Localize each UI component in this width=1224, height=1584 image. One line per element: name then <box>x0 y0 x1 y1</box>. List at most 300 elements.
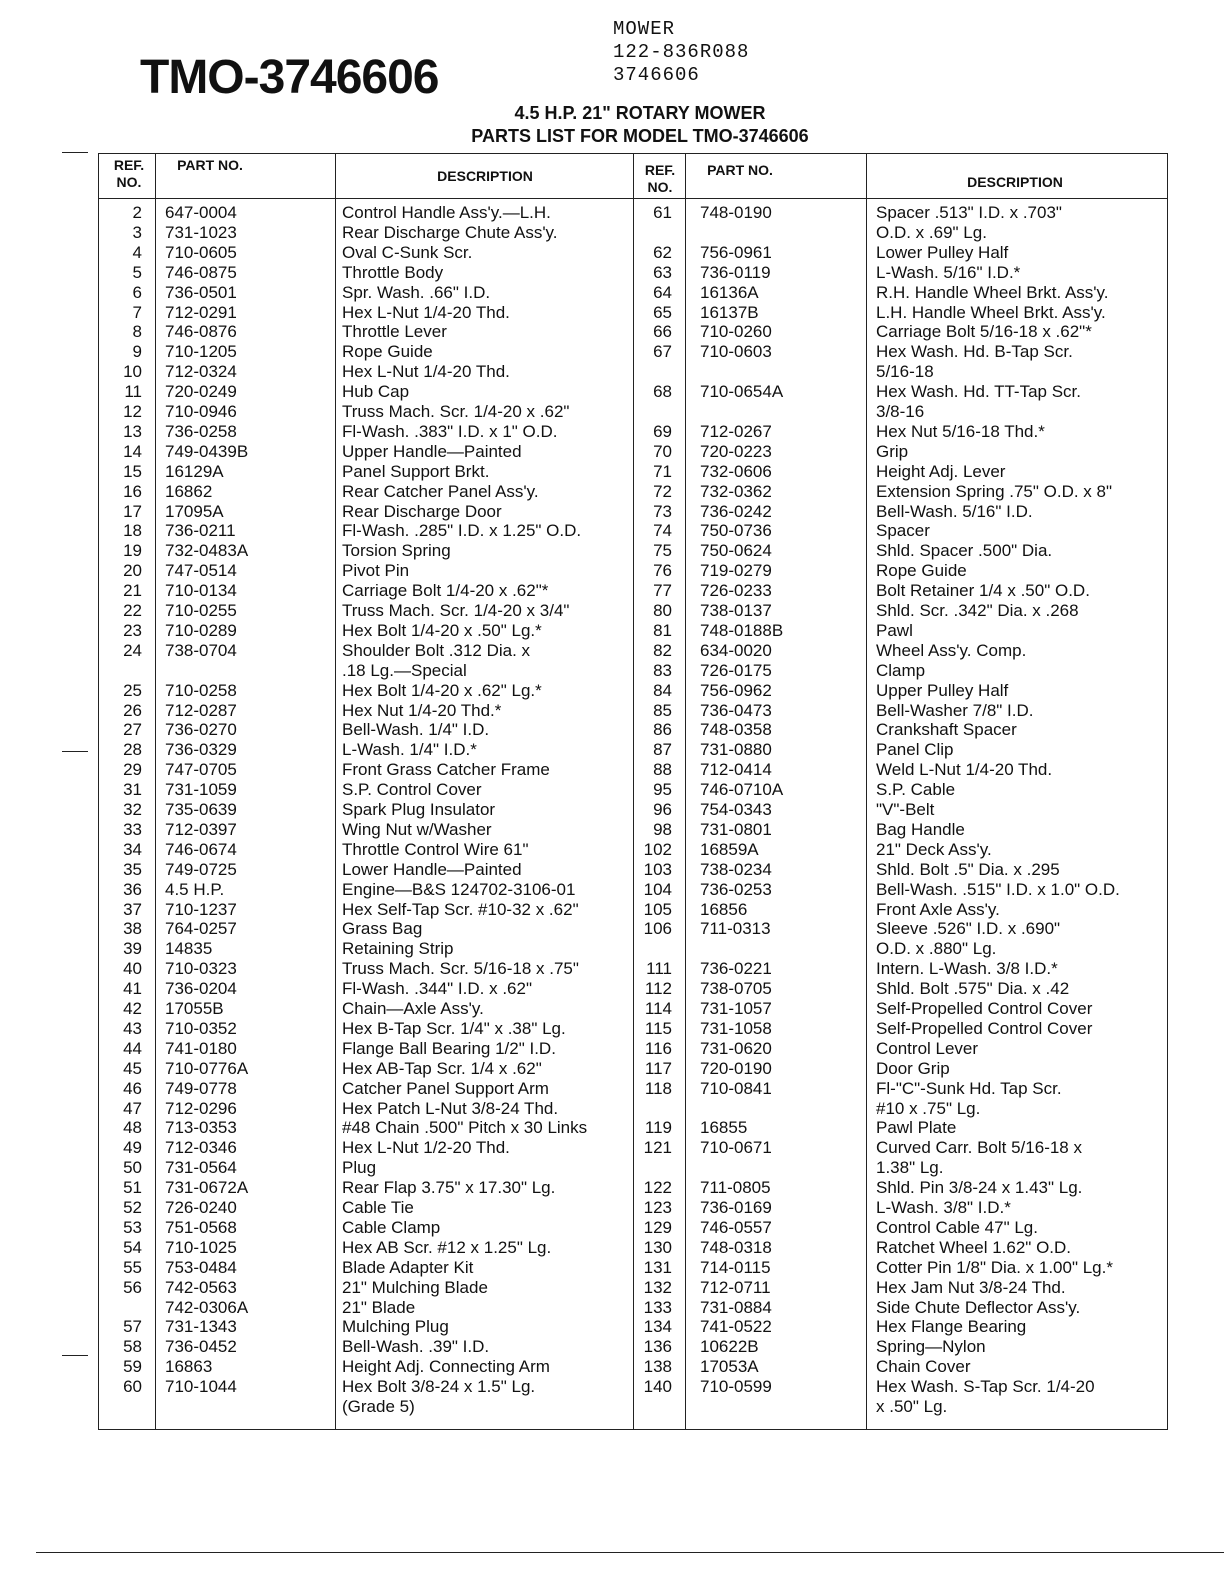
part-description: Front Axle Ass'y. <box>876 899 1000 919</box>
part-description: S.P. Cable <box>876 780 956 800</box>
part-description: Height Adj. Lever <box>876 461 1006 481</box>
ref-number: 62 <box>653 242 672 262</box>
part-description: Door Grip <box>876 1058 950 1078</box>
part-description: Pawl Plate <box>876 1118 957 1138</box>
ref-number: 19 <box>123 541 142 561</box>
ref-number: 76 <box>653 561 672 581</box>
ref-number: 95 <box>653 780 672 800</box>
ref-number: 12 <box>123 402 142 421</box>
ref-number: 20 <box>123 561 142 581</box>
part-number: 712-0267 <box>700 421 772 441</box>
ref-number: 27 <box>123 720 142 740</box>
part-description: S.P. Control Cover <box>342 780 482 800</box>
part-number: 732-0606 <box>700 461 772 481</box>
ref-number: 104 <box>643 879 672 899</box>
ref-number: 88 <box>653 760 672 780</box>
typed-line: MOWER <box>613 18 676 40</box>
ref-number: 69 <box>653 421 672 441</box>
part-description: Truss Mach. Scr. 5/16-18 x .75" <box>342 959 579 979</box>
part-number: 750-0624 <box>700 541 772 561</box>
part-number: 16856 <box>700 899 748 919</box>
ref-number: 71 <box>653 461 672 481</box>
model-number: TMO-3746606 <box>140 51 439 104</box>
ref-number: 85 <box>653 700 672 720</box>
part-number: 736-0253 <box>700 879 772 899</box>
part-description: Control Lever <box>876 1038 979 1058</box>
part-description: Hex Wash. Hd. B-Tap Scr. <box>876 342 1073 362</box>
part-description: Hex Self-Tap Scr. #10-32 x .62" <box>342 899 579 919</box>
part-description: Weld L-Nut 1/4-20 Thd. <box>876 760 1053 780</box>
part-number: 710-0255 <box>165 601 237 620</box>
part-number: 712-0414 <box>700 760 772 780</box>
column-header-ref: REF. NO. <box>644 162 676 195</box>
ref-number: 87 <box>653 740 672 760</box>
typed-stamp <box>613 18 749 87</box>
ref-number: 10 <box>123 362 142 382</box>
part-number: 710-0654A <box>700 382 784 402</box>
part-number: 731-0564 <box>165 1158 237 1178</box>
ref-number: 15 <box>123 461 142 481</box>
margin-mark <box>62 1355 88 1356</box>
part-description: Height Adj. Connecting Arm <box>342 1357 550 1377</box>
part-description: Extension Spring .75" O.D. x 8" <box>876 481 1113 501</box>
ref-number: 60 <box>123 1377 142 1397</box>
ref-number: 130 <box>643 1237 672 1257</box>
ref-number: 67 <box>653 342 672 362</box>
part-number: 736-0119 <box>700 262 771 282</box>
ref-number: 83 <box>653 660 672 680</box>
part-number: 736-0204 <box>165 979 237 999</box>
part-description: Fl-Wash. .344" I.D. x .62" <box>342 979 532 999</box>
part-number: 756-0961 <box>700 242 772 262</box>
ref-number: 58 <box>123 1337 142 1357</box>
part-number: 712-0296 <box>165 1098 237 1118</box>
part-description: 21" Blade <box>342 1297 416 1317</box>
part-number: 17095A <box>165 501 224 521</box>
part-number: 710-0352 <box>165 1018 237 1038</box>
ref-number: 41 <box>123 979 142 999</box>
part-description: Carriage Bolt 5/16-18 x .62"* <box>876 322 1092 342</box>
part-number: 4.5 H.P. <box>165 879 225 899</box>
part-description: Hex Flange Bearing <box>876 1317 1027 1337</box>
part-number: 736-0473 <box>700 700 772 720</box>
part-number: 710-0605 <box>165 242 237 262</box>
ref-number: 21 <box>123 581 142 601</box>
part-description: Lower Handle—Painted <box>342 859 522 879</box>
ref-number: 18 <box>123 521 142 541</box>
ref-number: 75 <box>653 541 672 561</box>
ref-number: 116 <box>644 1038 672 1058</box>
ref-number: 59 <box>123 1357 142 1377</box>
ref-number: 64 <box>653 282 672 302</box>
ref-number: 49 <box>123 1138 142 1158</box>
part-number: 732-0362 <box>700 481 772 501</box>
part-number: 731-0672A <box>165 1178 249 1198</box>
column-divider <box>335 153 336 1430</box>
ref-number: 2 <box>132 203 142 222</box>
margin-mark <box>62 152 88 153</box>
part-description: Front Grass Catcher Frame <box>342 760 550 780</box>
ref-number: 25 <box>123 680 142 700</box>
part-description: Bell-Wash. .39" I.D. <box>342 1337 490 1357</box>
ref-number: 34 <box>123 839 142 859</box>
part-description: Rope Guide <box>342 342 433 362</box>
part-description: Spacer <box>876 521 930 541</box>
ref-number: 22 <box>123 601 142 620</box>
part-number: 712-0287 <box>165 700 237 720</box>
part-description: Upper Handle—Painted <box>342 441 522 461</box>
ref-number: 53 <box>123 1217 142 1237</box>
part-number: 720-0249 <box>165 382 237 402</box>
part-description: Oval C-Sunk Scr. <box>342 242 473 262</box>
ref-number: 66 <box>653 322 672 342</box>
part-number: 17055B <box>165 999 224 1018</box>
part-number: 756-0962 <box>700 680 772 700</box>
column-divider <box>155 153 156 1430</box>
part-number: 736-0221 <box>700 959 772 979</box>
ref-number: 13 <box>123 421 142 441</box>
ref-number: 16 <box>123 481 142 501</box>
part-description: Shld. Pin 3/8-24 x 1.43" Lg. <box>876 1178 1083 1198</box>
part-number: 14835 <box>165 939 213 959</box>
ref-number: 121 <box>643 1138 672 1158</box>
part-number: 731-0880 <box>700 740 772 760</box>
ref-number: 63 <box>653 262 672 282</box>
ref-number: 105 <box>643 899 672 919</box>
ref-number: 140 <box>643 1377 672 1397</box>
ref-number: 55 <box>123 1257 142 1277</box>
ref-number: 129 <box>643 1217 672 1237</box>
part-description: L.H. Handle Wheel Brkt. Ass'y. <box>876 302 1106 322</box>
part-description: Fl-Wash. .383" I.D. x 1" O.D. <box>342 421 558 441</box>
part-description: Fl-"C"-Sunk Hd. Tap Scr. <box>876 1078 1062 1098</box>
part-description: Side Chute Deflector Ass'y. <box>876 1297 1081 1317</box>
ref-number: 36 <box>123 879 142 899</box>
ref-number: 44 <box>123 1038 142 1058</box>
ref-number: 61 <box>653 203 672 222</box>
part-description: Blade Adapter Kit <box>342 1257 474 1277</box>
part-number: 731-1057 <box>700 999 772 1018</box>
typed-line: 122-836R088 <box>613 41 750 63</box>
part-number: 736-0258 <box>165 421 237 441</box>
part-number: 710-0841 <box>700 1078 772 1098</box>
part-description: Self-Propelled Control Cover <box>876 1018 1093 1038</box>
ref-number: 29 <box>123 760 142 780</box>
part-description: Chain Cover <box>876 1357 971 1377</box>
part-number: 16136A <box>700 282 759 302</box>
part-number: 712-0291 <box>165 302 237 322</box>
part-number: 719-0279 <box>700 561 772 581</box>
ref-number: 3 <box>132 222 142 242</box>
ref-number: 115 <box>644 1018 672 1038</box>
part-description: Spring—Nylon <box>876 1337 986 1357</box>
column-header-description: DESCRIPTION <box>967 174 1063 190</box>
column-header-ref: REF. NO. <box>113 157 145 190</box>
ref-number: 57 <box>123 1317 142 1337</box>
part-number: 731-1023 <box>165 222 237 242</box>
part-description: Panel Clip <box>876 740 954 760</box>
part-description: Retaining Strip <box>342 939 454 959</box>
part-description: Hex Wash. Hd. TT-Tap Scr. <box>876 382 1082 402</box>
part-number: 710-0134 <box>165 581 237 601</box>
part-number: 731-1343 <box>165 1317 237 1337</box>
part-number: 751-0568 <box>165 1217 237 1237</box>
ref-number: 70 <box>653 441 672 461</box>
ref-number: 86 <box>653 720 672 740</box>
ref-number: 38 <box>123 919 142 939</box>
part-number: 712-0324 <box>165 362 237 382</box>
ref-number: 133 <box>643 1297 672 1317</box>
part-description: Hex B-Tap Scr. 1/4" x .38" Lg. <box>342 1018 566 1038</box>
part-description: .18 Lg.—Special <box>342 660 467 680</box>
part-description: Wheel Ass'y. Comp. <box>876 640 1027 660</box>
ref-number: 40 <box>123 959 142 979</box>
ref-number: 73 <box>653 501 672 521</box>
ref-number: 138 <box>643 1357 672 1377</box>
part-description: Clamp <box>876 660 926 680</box>
ref-number: 48 <box>123 1118 142 1138</box>
part-description: 1.38" Lg. <box>876 1158 944 1178</box>
ref-number: 31 <box>123 780 142 800</box>
part-number: 748-0190 <box>700 203 772 222</box>
part-number: 16137B <box>700 302 759 322</box>
part-number: 748-0318 <box>700 1237 772 1257</box>
part-description: Plug <box>342 1158 377 1178</box>
part-number: 746-0875 <box>165 262 237 282</box>
part-number: 738-0704 <box>165 640 237 660</box>
part-number: 712-0711 <box>700 1277 771 1297</box>
ref-number: 11 <box>124 382 142 402</box>
part-description: O.D. x .69" Lg. <box>876 222 987 242</box>
part-description: Rear Discharge Chute Ass'y. <box>342 222 558 242</box>
part-description: "V"-Belt <box>876 800 935 819</box>
part-description: Bell-Washer 7/8" I.D. <box>876 700 1034 720</box>
part-number: 746-0557 <box>700 1217 772 1237</box>
ref-number: 80 <box>653 601 672 620</box>
ref-number: 72 <box>653 481 672 501</box>
ref-number: 118 <box>644 1078 672 1098</box>
part-number: 710-1025 <box>165 1237 237 1257</box>
ref-number: 39 <box>123 939 142 959</box>
part-number: 16859A <box>700 839 759 859</box>
ref-number: 52 <box>123 1198 142 1217</box>
part-description: Engine—B&S 124702-3106-01 <box>342 879 576 899</box>
part-description: Hex AB Scr. #12 x 1.25" Lg. <box>342 1237 552 1257</box>
part-description: Spr. Wash. .66" I.D. <box>342 282 491 302</box>
column-divider <box>866 153 867 1430</box>
page-title: 4.5 H.P. 21" ROTARY MOWER <box>514 103 766 123</box>
part-number: 754-0343 <box>700 800 772 819</box>
ref-number: 102 <box>643 839 672 859</box>
part-number: 16863 <box>165 1357 213 1377</box>
part-description: Shoulder Bolt .312 Dia. x <box>342 640 531 660</box>
part-number: 731-1058 <box>700 1018 772 1038</box>
part-number: 16129A <box>165 461 224 481</box>
part-number: 710-0258 <box>165 680 237 700</box>
ref-number: 24 <box>123 640 142 660</box>
part-description: Shld. Scr. .342" Dia. x .268 <box>876 601 1079 620</box>
part-description: Cable Tie <box>342 1198 414 1217</box>
ref-number: 131 <box>643 1257 672 1277</box>
part-number: 710-0671 <box>700 1138 772 1158</box>
part-description: #10 x .75" Lg. <box>876 1098 981 1118</box>
ref-number: 32 <box>123 800 142 819</box>
part-description: Intern. L-Wash. 3/8 I.D.* <box>876 959 1058 979</box>
part-number: 738-0137 <box>700 601 772 620</box>
part-description: Grip <box>876 441 909 461</box>
ref-number: 112 <box>644 979 672 999</box>
ref-number: 114 <box>644 999 672 1018</box>
part-number: 736-0242 <box>700 501 772 521</box>
ref-number: 56 <box>123 1277 142 1297</box>
part-number: 742-0306A <box>165 1297 249 1317</box>
part-number: 720-0190 <box>700 1058 772 1078</box>
part-number: 712-0397 <box>165 819 237 839</box>
part-description: Cable Clamp <box>342 1217 441 1237</box>
part-number: 711-0313 <box>700 919 771 939</box>
part-number: 710-0776A <box>165 1058 249 1078</box>
part-number: 710-0323 <box>165 959 237 979</box>
part-number: 742-0563 <box>165 1277 237 1297</box>
part-description: Hex Nut 1/4-20 Thd.* <box>342 700 502 720</box>
ref-number: 111 <box>646 959 672 979</box>
ref-number: 65 <box>653 302 672 322</box>
ref-number: 119 <box>644 1118 672 1138</box>
part-description: Hex L-Nut 1/2-20 Thd. <box>342 1138 510 1158</box>
part-description: Curved Carr. Bolt 5/16-18 x <box>876 1138 1082 1158</box>
part-number: 749-0439B <box>165 441 249 461</box>
part-number: 710-0599 <box>700 1377 772 1397</box>
part-number: 634-0020 <box>700 640 772 660</box>
part-description: Hex Wash. S-Tap Scr. 1/4-20 <box>876 1377 1095 1397</box>
part-description: O.D. x .880" Lg. <box>876 939 997 959</box>
ref-number: 9 <box>132 342 142 362</box>
part-description: Bolt Retainer 1/4 x .50" O.D. <box>876 581 1090 601</box>
ref-number: 132 <box>643 1277 672 1297</box>
part-description: Wing Nut w/Washer <box>342 819 492 839</box>
part-number: 731-0620 <box>700 1038 772 1058</box>
part-description: L-Wash. 3/8" I.D.* <box>876 1198 1011 1217</box>
part-number: 736-0329 <box>165 740 237 760</box>
part-description: Upper Pulley Half <box>876 680 1009 700</box>
part-number: 731-0884 <box>700 1297 772 1317</box>
part-description: Control Cable 47" Lg. <box>876 1217 1038 1237</box>
part-number: 710-1205 <box>165 342 237 362</box>
part-description: Lower Pulley Half <box>876 242 1009 262</box>
page-subtitle: PARTS LIST FOR MODEL TMO-3746606 <box>471 126 809 146</box>
ref-number: 106 <box>643 919 672 939</box>
ref-number: 6 <box>132 282 142 302</box>
part-description: L-Wash. 5/16" I.D.* <box>876 262 1021 282</box>
ref-number: 68 <box>653 382 672 402</box>
part-description: Hex L-Nut 1/4-20 Thd. <box>342 302 510 322</box>
part-description: Bell-Wash. 5/16" I.D. <box>876 501 1033 521</box>
column-header-part: PART NO. <box>707 162 773 178</box>
part-number: 726-0233 <box>700 581 772 601</box>
part-description: Truss Mach. Scr. 1/4-20 x .62" <box>342 402 570 421</box>
part-description: Hex L-Nut 1/4-20 Thd. <box>342 362 510 382</box>
part-description: Pivot Pin <box>342 561 410 581</box>
part-description: 5/16-18 <box>876 362 934 382</box>
ref-number: 81 <box>653 620 672 640</box>
part-number: 746-0876 <box>165 322 237 342</box>
part-description: Bag Handle <box>876 819 965 839</box>
ref-number: 123 <box>643 1198 672 1217</box>
part-description: Shld. Bolt .5" Dia. x .295 <box>876 859 1060 879</box>
part-number: 732-0483A <box>165 541 249 561</box>
part-description: (Grade 5) <box>342 1397 415 1416</box>
part-number: 710-0289 <box>165 620 237 640</box>
part-description: Crankshaft Spacer <box>876 720 1017 740</box>
column-divider <box>685 153 686 1430</box>
ref-number: 54 <box>123 1237 142 1257</box>
ref-number: 136 <box>643 1337 672 1357</box>
typed-line: 3746606 <box>613 64 700 86</box>
ref-number: 47 <box>123 1098 142 1118</box>
part-number: 736-0270 <box>165 720 237 740</box>
ref-number: 45 <box>123 1058 142 1078</box>
part-description: R.H. Handle Wheel Brkt. Ass'y. <box>876 282 1109 302</box>
part-number: 741-0180 <box>165 1038 237 1058</box>
part-description: Fl-Wash. .285" I.D. x 1.25" O.D. <box>342 521 582 541</box>
part-number: 726-0175 <box>700 660 772 680</box>
part-description: Hex Patch L-Nut 3/8-24 Thd. <box>342 1098 559 1118</box>
ref-number: 43 <box>123 1018 142 1038</box>
part-description: L-Wash. 1/4" I.D.* <box>342 740 477 760</box>
part-number: 736-0452 <box>165 1337 237 1357</box>
margin-mark <box>62 751 88 752</box>
part-number: 736-0501 <box>165 282 237 302</box>
part-number: 746-0710A <box>700 780 784 800</box>
part-description: Grass Bag <box>342 919 423 939</box>
part-description: Carriage Bolt 1/4-20 x .62"* <box>342 581 549 601</box>
part-description: 21" Mulching Blade <box>342 1277 488 1297</box>
part-description: Control Handle Ass'y.—L.H. <box>342 203 551 222</box>
ref-number: 96 <box>653 800 672 819</box>
ref-number: 134 <box>643 1317 672 1337</box>
part-number: 710-1044 <box>165 1377 237 1397</box>
part-number: 710-0946 <box>165 402 237 421</box>
part-description: Throttle Body <box>342 262 444 282</box>
ref-number: 103 <box>643 859 672 879</box>
ref-number: 35 <box>123 859 142 879</box>
part-number: 738-0234 <box>700 859 772 879</box>
part-number: 735-0639 <box>165 800 237 819</box>
ref-number: 98 <box>653 819 672 839</box>
ref-number: 42 <box>123 999 142 1018</box>
part-description: Self-Propelled Control Cover <box>876 999 1093 1018</box>
part-description: Spacer .513" I.D. x .703" <box>876 203 1062 222</box>
part-number: 731-0801 <box>700 819 772 839</box>
part-description: Hex Bolt 3/8-24 x 1.5" Lg. <box>342 1377 536 1397</box>
part-description: Sleeve .526" I.D. x .690" <box>876 919 1061 939</box>
part-description: Hex Jam Nut 3/8-24 Thd. <box>876 1277 1066 1297</box>
ref-number: 84 <box>653 680 672 700</box>
ref-number: 14 <box>123 441 142 461</box>
ref-number: 5 <box>132 262 142 282</box>
part-description: Shld. Spacer .500" Dia. <box>876 541 1053 561</box>
part-number: 726-0240 <box>165 1198 237 1217</box>
part-description: Shld. Bolt .575" Dia. x .42 <box>876 979 1070 999</box>
part-description: Panel Support Brkt. <box>342 461 490 481</box>
ref-number: 23 <box>123 620 142 640</box>
part-number: 738-0705 <box>700 979 772 999</box>
part-number: 16855 <box>700 1118 748 1138</box>
part-description: Hub Cap <box>342 382 410 402</box>
part-description: Throttle Lever <box>342 322 447 342</box>
part-description: 21" Deck Ass'y. <box>876 839 992 859</box>
ref-number: 17 <box>123 501 142 521</box>
